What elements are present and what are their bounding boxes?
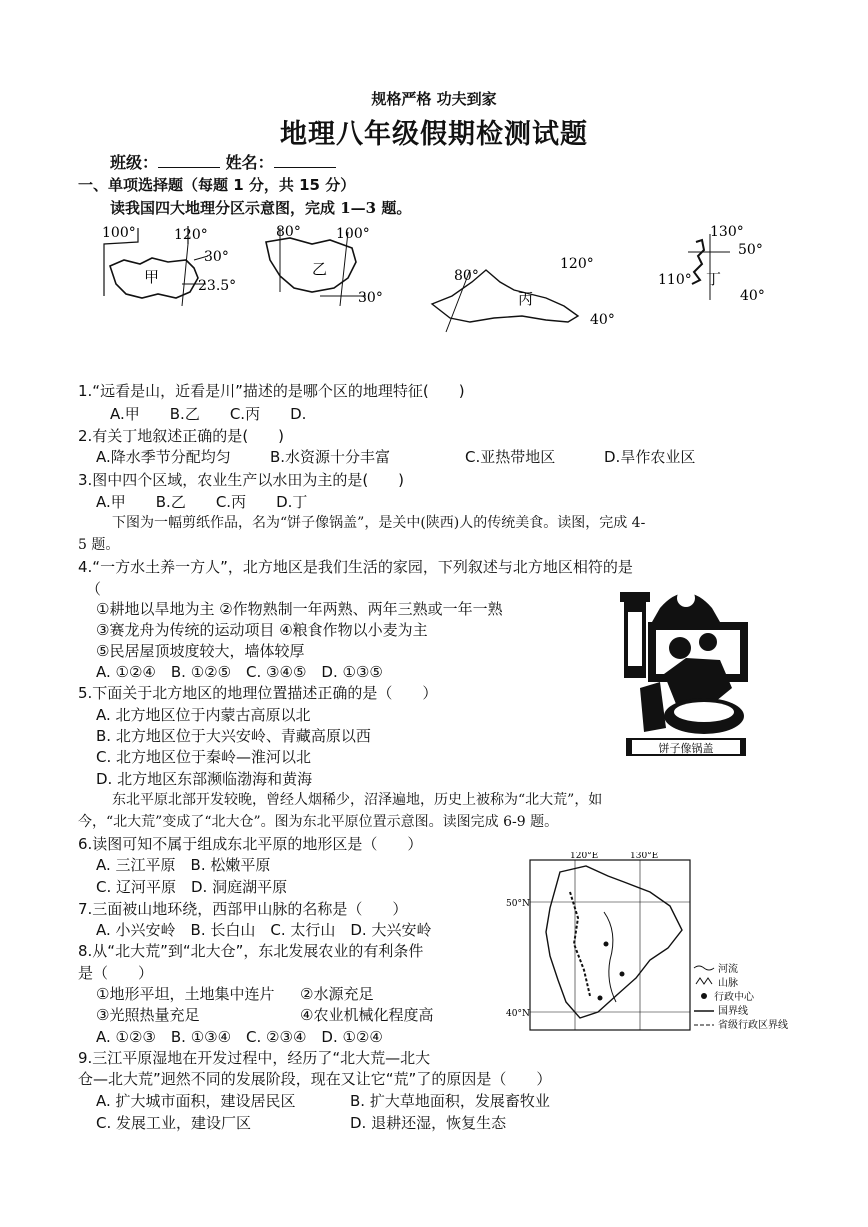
intro-6-9-line2: 今，“北大荒”变成了“北大仓”。图为东北平原位置示意图。读图完成 6-9 题。 <box>78 814 559 830</box>
bing-lon2: 120° <box>560 256 594 272</box>
ding-lon1: 130° <box>710 224 744 240</box>
legend-national-border: 国界线 <box>718 1006 748 1017</box>
q7-options: A. 小兴安岭 B. 长白山 C. 太行山 D. 大兴安岭 <box>96 921 432 939</box>
bing-label: 丙 <box>518 290 534 308</box>
section-intro: 读我国四大地理分区示意图，完成 1—3 题。 <box>110 199 412 217</box>
section-heading: 一、单项选择题（每题 1 分，共 15 分） <box>78 176 356 194</box>
yi-label: 乙 <box>312 260 328 278</box>
q1-options: A.甲 B.乙 C.丙 D. <box>110 405 307 423</box>
q9-stem-line2: 仓—北大荒”迥然不同的发展阶段，现在又让它“荒”了的原因是（ ） <box>78 1070 552 1088</box>
q4-statement-3: ⑤民居屋顶坡度较大，墙体较厚 <box>96 642 305 660</box>
region-map <box>90 222 810 337</box>
q2-option-d: D.旱作农业区 <box>604 448 696 466</box>
q8-stem: 8.从“北大荒”到“北大仓”，东北发展农业的有利条件 <box>78 942 424 960</box>
ne-map-lat1: 50°N <box>506 899 530 909</box>
q5-option-d: D. 北方地区东部濒临渤海和黄海 <box>96 770 313 788</box>
q8-statement-3: ③光照热量充足 <box>96 1006 200 1024</box>
bing-lat1: 40° <box>590 312 615 328</box>
q2-option-c: C.亚热带地区 <box>465 448 556 466</box>
jia-lon1: 100° <box>102 225 136 241</box>
intro-6-9-line1: 东北平原北部开发较晚，曾经人烟稀少，沼泽遍地，历史上被称为“北大荒”，如 <box>112 792 603 808</box>
q9-stem-line1: 9.三江平原湿地在开发过程中，经历了“北大荒—北大 <box>78 1049 431 1067</box>
q4-statement-1: ①耕地以旱地为主 ②作物熟制一年两熟、两年三熟或一年一熟 <box>96 600 503 618</box>
q2-option-a: A.降水季节分配均匀 <box>96 448 231 466</box>
yi-lon1: 80° <box>276 224 301 240</box>
q8-statement-1: ①地形平坦，土地集中连片 <box>96 985 275 1003</box>
ding-label: 丁 <box>706 270 722 288</box>
q1-stem: 1.“远看是山，近看是川”描述的是哪个区的地理特征( ) <box>78 382 465 400</box>
jia-lat1: 30° <box>204 249 229 265</box>
map-yi <box>266 224 383 306</box>
q7-stem: 7.三面被山地环绕，西部甲山脉的名称是（ ） <box>78 900 408 918</box>
q9-option-b: B. 扩大草地面积，发展畜牧业 <box>350 1092 550 1110</box>
jia-lat2: 23.5° <box>198 278 237 294</box>
q3-stem: 3.图中四个区域，农业生产以水田为主的是( ) <box>78 471 405 489</box>
q5-option-a: A. 北方地区位于内蒙古高原以北 <box>96 706 311 724</box>
ne-map-lon2: 130°E <box>630 852 659 861</box>
legend-admin-center: 行政中心 <box>714 992 754 1003</box>
class-blank <box>158 153 220 168</box>
q5-stem: 5.下面关于北方地区的地理位置描述正确的是（ ） <box>78 684 438 702</box>
q9-option-d: D. 退耕还湿，恢复生态 <box>350 1114 507 1132</box>
ne-map-legend <box>694 962 788 1031</box>
class-label: 班级： <box>110 153 159 172</box>
northeast-plain-map <box>500 852 800 1042</box>
intro-4-5-line2: 5 题。 <box>78 537 120 553</box>
legend-river: 河流 <box>718 964 738 975</box>
map-ding <box>658 224 765 304</box>
q6-stem: 6.读图可知不属于组成东北平原的地形区是（ ） <box>78 835 423 853</box>
intro-4-5-line1: 下图为一幅剪纸作品，名为“饼子像锅盖”，是关中(陕西)人的传统美食。读图，完成 4- <box>112 515 646 531</box>
q2-option-b: B.水资源十分丰富 <box>270 448 391 466</box>
q4-stem: 4.“一方水土养一方人”，北方地区是我们生活的家园，下列叙述与北方地区相符的是 <box>78 558 633 576</box>
class-name-line <box>110 152 336 173</box>
map-jia <box>102 225 236 306</box>
jia-label: 甲 <box>144 268 160 286</box>
q5-option-c: C. 北方地区位于秦岭—淮河以北 <box>96 748 312 766</box>
q8-options: A. ①②③ B. ①③④ C. ②③④ D. ①②④ <box>96 1028 383 1046</box>
motto: 规格严格 功夫到家 <box>371 90 497 108</box>
legend-provincial-border: 省级行政区界线 <box>718 1020 788 1031</box>
paper-cut-image <box>620 578 752 760</box>
legend-mountain: 山脉 <box>718 978 738 989</box>
jia-lon2: 120° <box>174 227 208 243</box>
q8-paren: 是（ ） <box>78 964 154 982</box>
name-blank <box>274 153 336 168</box>
q4-statement-2: ③赛龙舟为传统的运动项目 ④粮食作物以小麦为主 <box>96 621 428 639</box>
yi-lat1: 30° <box>358 290 383 306</box>
q9-option-c: C. 发展工业，建设厂区 <box>96 1114 252 1132</box>
q4-options: A. ①②④ B. ①②⑤ C. ③④⑤ D. ①③⑤ <box>96 663 383 681</box>
name-label: 姓名： <box>225 153 274 172</box>
yi-lon2: 100° <box>336 226 370 242</box>
page-title: 地理八年级假期检测试题 <box>280 119 588 150</box>
q6-options-ab: A. 三江平原 B. 松嫩平原 <box>96 856 271 874</box>
ne-map-lat2: 40°N <box>506 1009 530 1019</box>
q2-stem: 2.有关丁地叙述正确的是( ) <box>78 427 285 445</box>
ding-lon2: 110° <box>658 272 692 288</box>
q8-statement-4: ④农业机械化程度高 <box>300 1006 434 1024</box>
paper-cut-sign: 饼子像锅盖 <box>658 742 714 755</box>
q5-option-b: B. 北方地区位于大兴安岭、青藏高原以西 <box>96 727 371 745</box>
q6-options-cd: C. 辽河平原 D. 洞庭湖平原 <box>96 878 288 896</box>
bing-lon1: 80° <box>454 268 479 284</box>
q3-options: A.甲 B.乙 C.丙 D.丁 <box>96 493 308 511</box>
ne-map-lon1: 120°E <box>570 852 599 861</box>
ding-lat1: 50° <box>738 242 763 258</box>
q4-paren: （ <box>86 580 102 598</box>
map-bing <box>432 256 615 332</box>
ding-lat2: 40° <box>740 288 765 304</box>
q9-option-a: A. 扩大城市面积，建设居民区 <box>96 1092 296 1110</box>
q8-statement-2: ②水源充足 <box>300 985 374 1003</box>
